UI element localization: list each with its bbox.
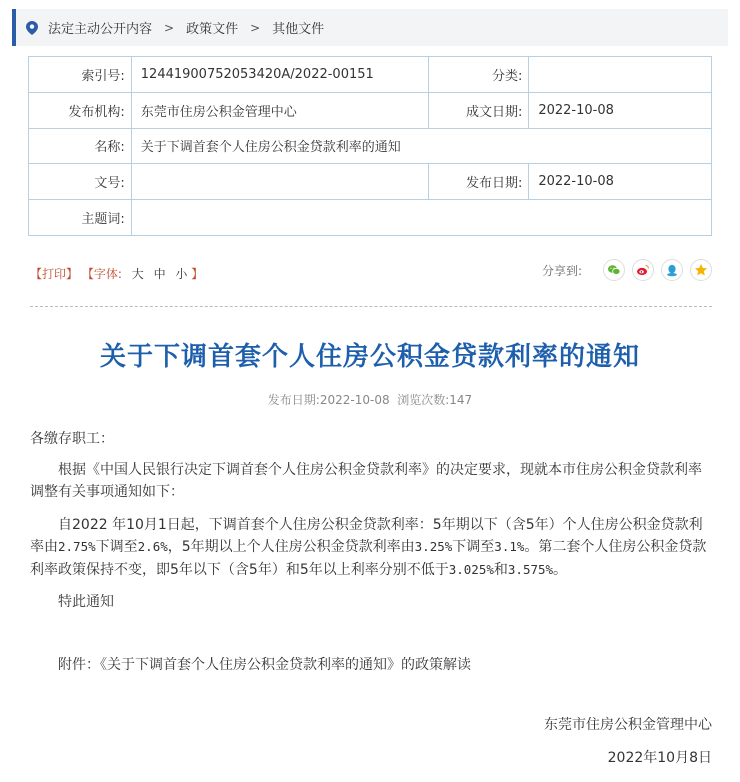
index-value: 12441900752053420A/2022-00151 [131,57,428,93]
wechat-icon [607,263,621,277]
views-count: 147 [449,393,473,407]
location-pin-icon [26,21,38,35]
pub-date: 2022-10-08 [319,393,390,407]
closing-text: 特此通知 [58,594,114,610]
doc-number-label: 文号: [29,164,132,200]
rate-value: 3.25% [414,539,453,554]
publisher-label: 发布机构: [29,92,132,128]
print-button[interactable]: 【打印】 [30,267,79,281]
rate-value: 3.1% [494,539,525,554]
rate-value: 3.575% [507,561,554,577]
paragraph-2-text: 下调至 [452,539,495,555]
signature-org: 东莞市住房公积金管理中心 [544,717,712,733]
rate-value: 2.6% [137,539,168,554]
breadcrumb-separator: > [250,20,261,35]
breadcrumb [12,9,728,46]
qzone-icon [694,263,708,277]
article-toolbar [30,256,712,288]
font-large-button[interactable]: 大 [131,267,144,281]
document-meta-table [28,56,712,236]
paragraph-2-text: ，5年期以上个人住房公积金贷款利率由 [167,539,415,555]
meta-row [29,164,712,200]
share-qzone-button[interactable] [690,259,712,281]
tencent-weibo-icon [665,263,679,277]
category-label: 分类: [428,57,529,93]
paragraph-2 [30,514,712,582]
category-value [529,57,712,93]
doc-number-value [131,164,428,200]
published-date-label: 发布日期: [428,164,529,200]
name-value: 关于下调首套个人住房公积金贷款利率的通知 [131,128,711,164]
share-bar [542,259,712,281]
breadcrumb-separator: > [164,20,175,35]
font-small-button[interactable]: 小 [175,267,188,281]
meta-row [29,57,712,93]
pub-date-label: 发布日期: [267,393,320,407]
rate-value: 2.75% [58,539,96,554]
breadcrumb-link-policy-docs[interactable]: 政策文件 [186,22,239,37]
meta-row [29,200,712,236]
attachment-link[interactable]: 附件：《关于下调首套个人住房公积金贷款利率的通知》的政策解读 [58,656,471,673]
index-label: 索引号: [29,57,132,93]
paragraph-2-text: 下调至 [95,539,138,555]
published-date-value: 2022-10-08 [529,164,712,200]
paragraph-2-text: 自2022 年10月1日起，下调首套个人住房公积金贷款利率：5年期以下（含5年）个人住房公积金贷款利率由 [30,516,703,555]
publisher-value: 东莞市住房公积金管理中心 [131,92,428,128]
paragraph-2-text: 和 [493,561,508,578]
created-date-value: 2022-10-08 [529,92,712,128]
keywords-label: 主题词: [29,200,132,236]
article-title: 关于下调首套个人住房公积金贷款利率的通知 [99,342,640,372]
paragraph-2-text: 。 [553,561,568,578]
share-weibo-button[interactable] [632,259,654,281]
created-date-label: 成文日期: [428,92,529,128]
meta-row [29,92,712,128]
rate-value: 3.025% [448,561,494,577]
meta-row [29,128,712,164]
paragraph-2-text: 。第二套个人住房公积金贷款利率政策保持不变，即5年以下（含5年）和5年以上利率分别不低于 [30,539,707,578]
share-wechat-button[interactable] [603,259,625,281]
keywords-value [131,200,711,236]
font-size-prefix: 【字体: [81,267,122,281]
font-size-suffix: 】 [191,267,204,281]
share-tencent-weibo-button[interactable] [661,259,683,281]
weibo-icon [636,263,650,277]
toolbar-left [30,265,203,282]
views-label: 浏览次数: [397,393,450,407]
paragraph-1: 根据《中国人民银行决定下调首套个人住房公积金贷款利率》的决定要求，现就本市住房公积金贷款利率调整有关事项通知如下： [30,461,702,500]
section-divider [30,306,712,307]
signature-date: 2022年10月8日 [607,749,712,766]
article-body [30,428,712,769]
greeting: 各缴存职工： [30,431,114,447]
name-label: 名称: [29,128,132,164]
article-pub-info [0,391,740,408]
breadcrumb-link-other-docs[interactable]: 其他文件 [272,22,325,37]
share-label: 分享到: [541,263,582,278]
font-medium-button[interactable]: 中 [153,267,166,281]
breadcrumb-link-public-content[interactable]: 法定主动公开内容 [48,22,153,37]
